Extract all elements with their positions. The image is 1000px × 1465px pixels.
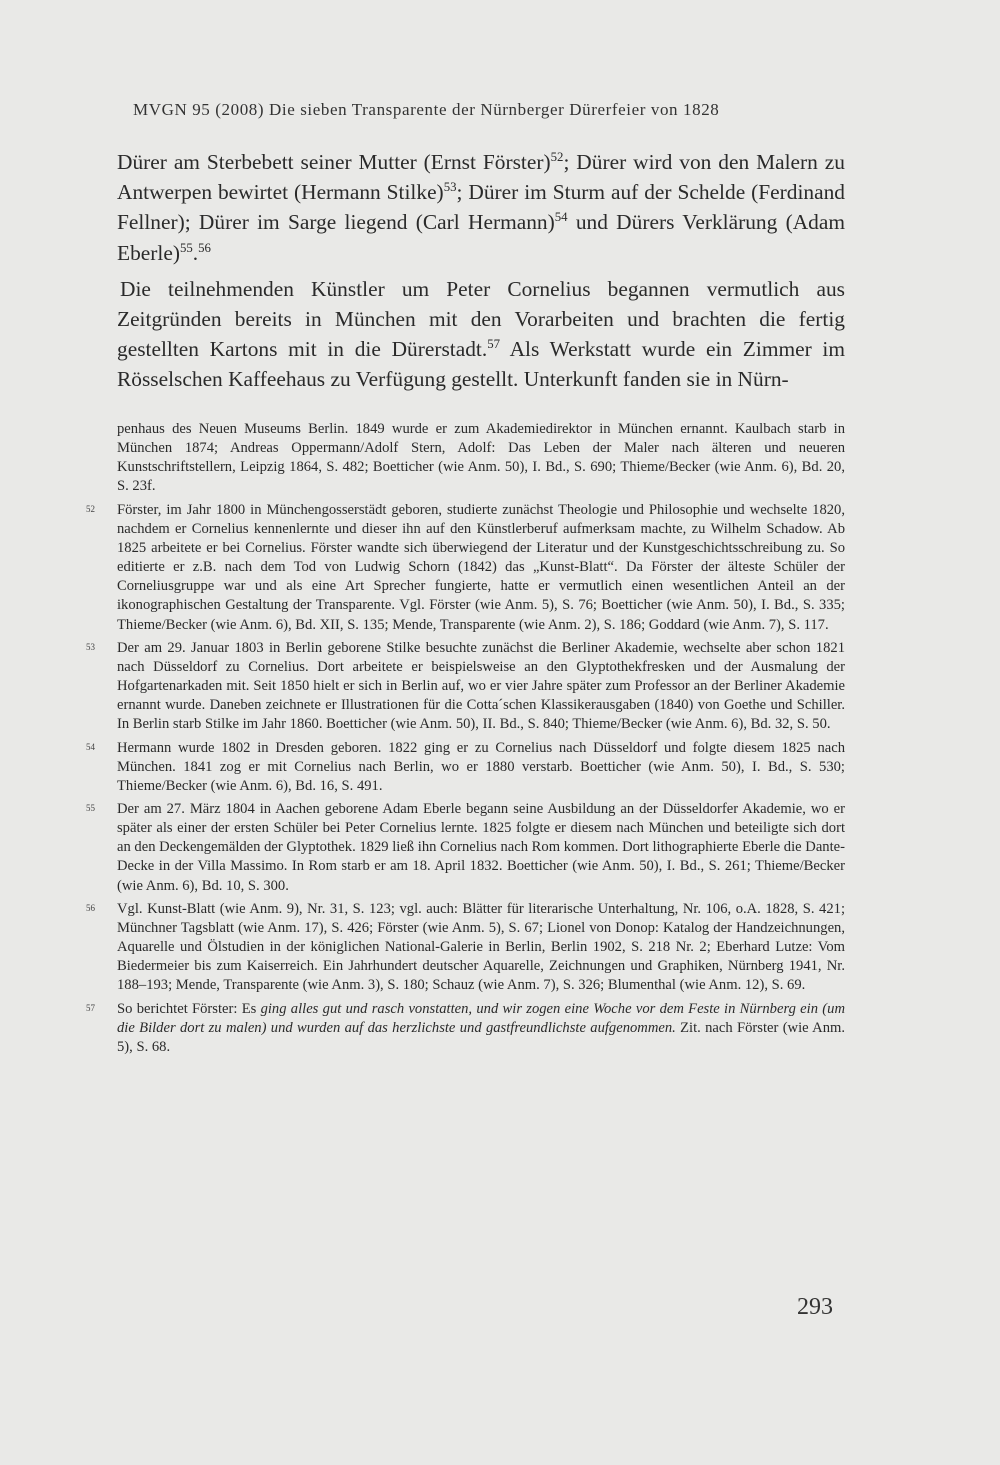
footnote-ref-53[interactable]: 53 [443,180,457,195]
text-run: Als Werkstatt wurde ein Zimmer im Rösselschen Kaffeehaus zu Verfügung gestellt. Unterkunft fanden sie in Nürn- [117,337,846,392]
footnote-54 [86,739,845,796]
footnote-ref-52[interactable]: 52 [550,149,564,164]
footnote-52 [86,501,845,635]
footnote-number: 53 [86,641,95,652]
footnote-ref-54[interactable]: 54 [554,210,568,225]
text-run: So berichtet Förster: Es [117,1000,261,1017]
text-run: Die teilnehmenden Künstler um Peter Cornelius begannen vermutlich aus Zeitgründen bereits in München mit den Vorarbeiten und brachten die fertig gestellten Kartons mit in die Dürerstadt. [117,276,845,362]
footnote-53 [86,639,845,735]
text-run: ; Dürer im Sturm auf der Schelde (Ferdinand Fellner); Dürer im Sarge liegend (Carl Hermann) [117,180,845,235]
footnote-number: 56 [86,902,95,913]
paragraph-2 [117,274,845,395]
footnote-number-spacer [86,420,117,497]
footnote-text: Hermann wurde 1802 in Dresden geboren. 1822 ging er zu Cornelius nach Düsseldorf und folgte diesem 1825 nach München. 1841 zog er mit Cornelius nach Berlin, wo er 1880 verstarb. Boetticher (wie Anm. 50), I. Bd., S. 530; Thieme/Becker (wie Anm. 6), Bd. 16, S. 491. [117,739,845,794]
footnote-text: Vgl. Kunst-Blatt (wie Anm. 9), Nr. 31, S. 123; vgl. auch: Blätter für literarische Unterhaltung, Nr. 106, o.A. 1828, S. 421; Münchner Tagsblatt (wie Anm. 17), S. 426; Förster (wie Anm. 5), S. 67; Lionel von Donop: Katalog der Handzeichnungen, Aquarelle und Ölstudien in der königlichen National-Galerie in Berlin, Berlin 1902, S. 218 Nr. 2; Eberhard Lutze: Vom Biedermeier bis zum Kaiserreich. Ein Jahrhundert deutscher Aquarelle, Zeichnungen und Graphiken, Nürnberg 1941, Nr. 188–193; Mende, Transparente (wie Anm. 3), S. 180; Schauz (wie Anm. 7), S. 326; Blumenthal (wie Anm. 12), S. 69. [117,900,845,994]
page-number: 293 [797,1294,833,1320]
footnote-56 [86,900,845,996]
footnote-text: Förster, im Jahr 1800 in Münchengosserstädt geboren, studierte zunächst Theologie und Philosophie und wechselte 1820, nachdem er Cornelius kennenlernte und dieser ihn auf den Künstlerberuf aufmerksam machte, zu Wilhelm Schadow. Ab 1825 arbeitete er bei Cornelius. Förster wandte sich überwiegend der Literatur und der Kunstgeschichtsschreibung zu. So editierte er z.B. nach dem Tod von Ludwig Schorn (1842) das „Kunst-Blatt“. Da Förster der älteste Schüler der Corneliusgruppe war und als eine Art Sprecher fungierte, hatte er vermutlich einen wesentlichen Anteil an der ikonographischen Gestaltung der Transparente. Vgl. Förster (wie Anm. 5), S. 76; Boetticher (wie Anm. 50), I. Bd., S. 335; Thieme/Becker (wie Anm. 6), Bd. XII, S. 135; Mende, Transparente (wie Anm. 2), S. 186; Goddard (wie Anm. 7), S. 117. [117,501,845,633]
text-run: Dürer am Sterbebett seiner Mutter (Ernst Förster) [117,150,551,174]
footnote-number: 54 [86,741,95,752]
footnote-55 [86,800,845,896]
text-run: . [192,240,199,265]
footnote-ref-56[interactable]: 56 [198,240,211,255]
paragraph-1 [117,147,845,268]
running-head: MVGN 95 (2008) Die sieben Transparente der Nürnberger Dürerfeier von 1828 [133,100,720,119]
footnote-continuation [86,420,845,497]
text-run: ; Dürer wird von den Malern zu Antwerpen bewirtet (Hermann Stilke) [117,150,845,205]
footnote-ref-55[interactable]: 55 [179,240,193,255]
footnote-text [117,1000,845,1057]
text-run: und Dürers Verklärung (Adam Eberle) [117,210,845,265]
text-run: Zit. nach Förster (wie Anm. 5), S. 68. [117,1019,845,1055]
footnotes [86,420,845,1061]
footnote-text: Der am 27. März 1804 in Aachen geborene Adam Eberle begann seine Ausbildung an der Düsseldorfer Akademie, wo er später als einer der ersten Schüler bei Peter Cornelius lernte. 1825 folgte er diesem nach München und beteiligte sich dort an den Deckengemälden der Glyptothek. 1829 ließ ihn Cornelius nach Rom kommen. Dort lithographierte Eberle die Dante-Decke in der Villa Massimo. In Rom starb er am 18. April 1832. Boetticher (wie Anm. 50), I. Bd., S. 261; Thieme/Becker (wie Anm. 6), Bd. 10, S. 300. [117,800,845,894]
footnote-57 [86,1000,845,1057]
italic-quote: ging alles gut und rasch vonstatten, und wir zogen eine Woche vor dem Feste in Nürnberg ein (um die Bilder dort zu malen) und wurden auf das herzlichste und gastfreundlichste aufgenommen. [117,1000,845,1036]
main-text [117,147,845,395]
footnote-text: Der am 29. Januar 1803 in Berlin geborene Stilke besuchte zunächst die Berliner Akademie, wechselte aber schon 1821 nach Düsseldorf zu Cornelius. Dort arbeitete er beispielsweise an den Glyptothekfresken und der Ausmalung der Hofgartenarkaden mit. Seit 1850 hielt er sich in Berlin auf, wo er vier Jahre später zum Professor an der Berliner Akademie ernannt wurde. Daneben zeichnete er Illustrationen für die Cotta´schen Klassikerausgaben (1840) von Goethe und Schiller. In Berlin starb Stilke im Jahr 1860. Boetticher (wie Anm. 50), II. Bd., S. 840; Thieme/Becker (wie Anm. 6), Bd. 32, S. 50. [117,639,845,733]
footnote-number: 52 [86,503,95,514]
footnote-number: 55 [86,802,95,813]
footnote-text: penhaus des Neuen Museums Berlin. 1849 wurde er zum Akademiedirektor in München ernannt. Kaulbach starb in München 1874; Andreas Oppermann/Adolf Stern, Adolf: Das Leben der Maler nach älteren und neueren Kunstschriftstellern, Leipzig 1864, S. 482; Boetticher (wie Anm. 50), I. Bd., S. 690; Thieme/Becker (wie Anm. 6), Bd. 20, S. 23f. [117,421,845,495]
footnote-ref-57[interactable]: 57 [487,337,501,352]
footnote-number: 57 [86,1002,95,1013]
